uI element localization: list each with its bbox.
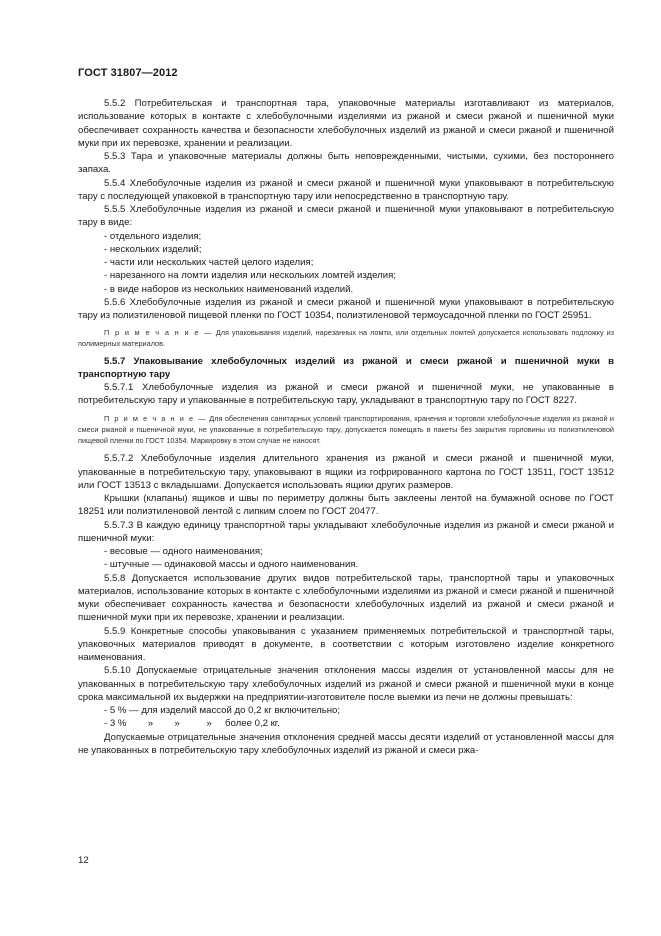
paragraph-5-5-7-3: 5.5.7.3 В каждую единицу транспортной тары укладывают хлебобулочные изделия из ржаной и смеси ржаной и пшеничной муки: [78,519,614,544]
list-item: - нескольких изделий; [104,243,202,255]
list-item: - весовые — одного наименования; [104,546,263,558]
paragraph-average-mass: Допускаемые отрицательные значения отклонения средней массы десяти изделий от установленной массы для не упакованных в потребительскую тару хлебобулочных изделий из ржаной и смеси ржа- [78,731,614,756]
section-heading-5-5-7: 5.5.7 Упаковывание хлебобулочных изделий из ржаной и смеси ржаной и пшеничной муки в транспортную тару [78,355,614,380]
paragraph-5-5-4: 5.5.4 Хлебобулочные изделия из ржаной и смеси ржаной и пшеничной муки упаковывают в потребительскую тару с последующей упаковкой в транспортную тару или непосредственно в транспортную тару. [78,177,614,202]
note-label: П р и м е ч а н и е — [104,413,207,423]
page-number: 12 [78,855,89,866]
note-1 [78,327,614,349]
list-item: - нарезанного на ломти изделия или нескольких ломтей изделия; [104,270,396,282]
paragraph-5-5-9: 5.5.9 Конкретные способы упаковывания с указанием применяемых потребительской и транспортной тары, упаковочных материалов приводят в документе, в соответствии с которым изготовлено изделие конкретного наименования. [78,625,614,664]
note-2 [78,413,614,447]
paragraph-5-5-6: 5.5.6 Хлебобулочные изделия из ржаной и смеси ржаной и пшеничной муки упаковывают в потребительскую тару из полиэтиленовой пищевой пленки по ГОСТ 10354, полиэтиленовой термоусадочной пленки по ГОСТ 25951. [78,296,614,321]
document-body [78,97,614,757]
paragraph-lids: Крышки (клапаны) ящиков и швы по периметру должны быть заклеены лентой на бумажной основе по ГОСТ 18251 или полиэтиленовой лентой с липким слоем по ГОСТ 20477. [78,493,614,518]
paragraph-5-5-7-1: 5.5.7.1 Хлебобулочные изделия из ржаной и смеси ржаной и пшеничной муки, не упакованные в потребительскую тару и упакованные в потребительскую тару, укладывают в транспортную тару по ГОСТ 8227. [78,382,614,407]
paragraph-5-5-5: 5.5.5 Хлебобулочные изделия из ржаной и смеси ржаной и пшеничной муки упаковывают в потребительскую тару в виде: [78,204,614,229]
note-text: Для упаковывания изделий, нарезанных на ломти, или отдельных ломтей допускается использовать подложку из полимерных материалов. [78,328,614,349]
note-label: П р и м е ч а н и е — [104,328,213,338]
paragraph-5-5-3: 5.5.3 Тара и упаковочные материалы должны быть неповрежденными, чистыми, сухими, без постороннего запаха. [78,151,614,176]
list-item: - отдельного изделия; [104,230,202,242]
paragraph-5-5-10: 5.5.10 Допускаемые отрицательные значения отклонения массы изделия от установленной массы для не упакованных в потребительскую тару хлебобулочных изделий из ржаной и смеси ржаной и пшеничной муки в конце срока максимальной их выдержки на предприятии-изготовителе после выемки из печи не должны превышать: [78,665,614,703]
paragraph-5-5-7-2: 5.5.7.2 Хлебобулочные изделия длительного хранения из ржаной и смеси ржаной и пшеничной муки, упакованные в потребительскую тару, упаковывают в ящики из гофрированного картона по ГОСТ 13511, ГОСТ 13512 или ГОСТ 13513 с вкладышами. Допускается использовать ящики других размеров. [78,453,614,491]
list-item: - части или нескольких частей целого изделия; [104,257,314,268]
list-item: - штучные — одинаковой массы и одного наименования. [104,559,359,571]
paragraph-5-5-8: 5.5.8 Допускается использование других видов потребительской тары, транспортной тары и упаковочных материалов, использование которых в контакте с хлебобулочными изделиями из ржаной и смеси ржаной и пшеничной муки обеспечивает сохранность качества и безопасности хлебобулочных изделий из ржаной и смеси ржаной и пшеничной муки при их перевозке, хранении и реализации. [78,572,614,624]
list-item: - 5 % — для изделий массой до 0,2 кг включительно; [104,705,341,717]
document-header: ГОСТ 31807—2012 [78,67,178,79]
list-item: - в виде наборов из нескольких наименований изделий. [104,283,354,295]
list-item: - 3 % » » » более 0,2 кг. [104,718,280,730]
note-text: Для обеспечения санитарных условий транспортирования, хранения и торговли хлебобулочные изделия из ржаной и смеси ржаной и пшеничной муки, не упакованные в потребительскую тару, допускается помещать в пакеты без закрытия горловины из полиэтиленовой пищевой пленки по ГОСТ 10354. Маркировку в этом случае не наносят. [78,413,614,446]
paragraph-5-5-2: 5.5.2 Потребительская и транспортная тара, упаковочные материалы изготавливают из материалов, использование которых в контакте с хлебобулочными изделиями из ржаной и смеси ржаной и пшеничной муки обеспечивает сохранность качества и безопасности хлебобулочных изделий из ржаной и смеси ржаной и пшеничной муки при их перевозке, хранении и реализации. [78,98,614,149]
